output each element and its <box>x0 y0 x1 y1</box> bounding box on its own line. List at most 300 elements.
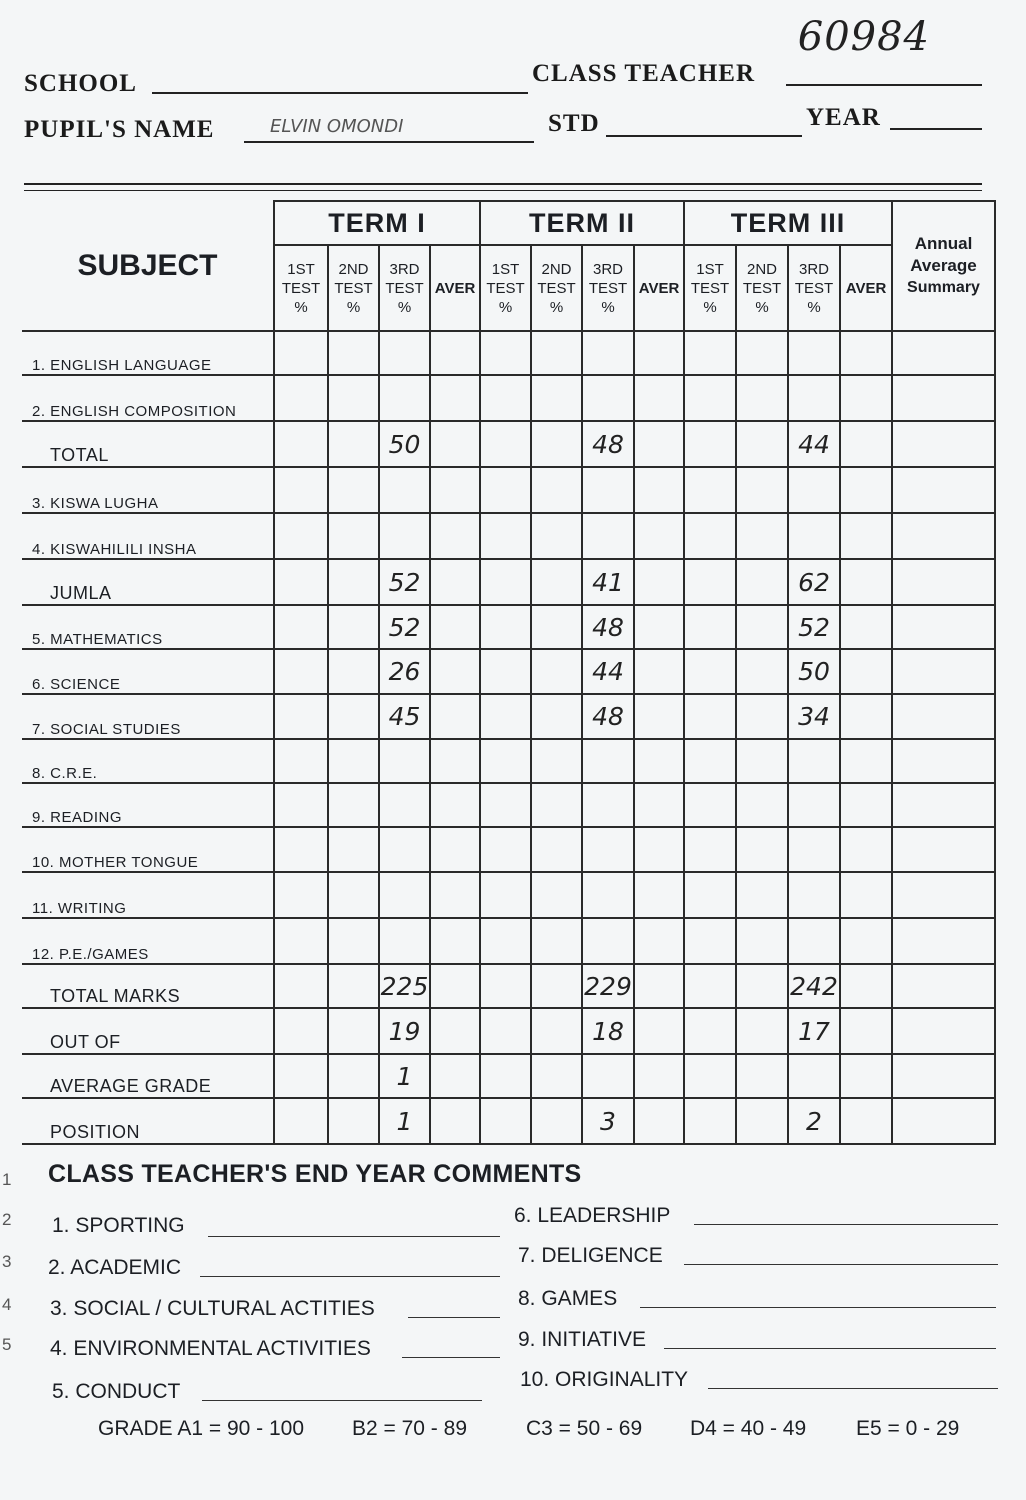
grade-cell[interactable] <box>328 513 379 559</box>
comment-label-leadership: 6. LEADERSHIP <box>514 1204 671 1227</box>
grade-cell[interactable] <box>531 467 582 513</box>
annual-summary-cell[interactable] <box>892 872 995 918</box>
subject-label: JUMLA <box>22 559 274 605</box>
grade-cell[interactable] <box>684 649 736 694</box>
grade-cell[interactable] <box>531 964 582 1008</box>
grade-cell[interactable] <box>274 694 328 739</box>
grade-cell[interactable] <box>328 559 379 605</box>
grade-cell[interactable] <box>430 964 480 1008</box>
grade-cell[interactable] <box>531 827 582 872</box>
grade-cell[interactable] <box>430 1008 480 1054</box>
annual-summary-cell[interactable] <box>892 827 995 872</box>
grade-cell[interactable] <box>788 375 840 421</box>
grade-cell[interactable] <box>328 694 379 739</box>
grade-cell[interactable]: 19 <box>379 1008 430 1054</box>
annual-summary-cell[interactable] <box>892 331 995 375</box>
grade-cell[interactable] <box>379 739 430 783</box>
grade-cell[interactable] <box>634 1054 684 1098</box>
grade-cell[interactable] <box>274 649 328 694</box>
grade-cell[interactable] <box>430 605 480 649</box>
grade-cell[interactable] <box>634 605 684 649</box>
grade-cell[interactable] <box>788 1054 840 1098</box>
grade-cell[interactable]: 1 <box>379 1054 430 1098</box>
table-row <box>22 827 995 872</box>
grade-cell[interactable] <box>736 918 788 964</box>
grade-cell[interactable] <box>430 783 480 827</box>
grade-cell[interactable]: 44 <box>582 649 634 694</box>
grade-cell[interactable] <box>736 467 788 513</box>
grade-cell[interactable] <box>788 513 840 559</box>
grade-cell[interactable] <box>480 694 531 739</box>
grade-cell[interactable]: 48 <box>582 605 634 649</box>
grade-cell[interactable] <box>328 375 379 421</box>
margin-number: 1 <box>2 1170 12 1189</box>
table-row <box>22 1098 995 1144</box>
grade-cell[interactable] <box>736 605 788 649</box>
grade-cell[interactable]: 48 <box>582 694 634 739</box>
grade-cell[interactable] <box>684 739 736 783</box>
comment-field-social[interactable] <box>408 1317 500 1318</box>
grade-cell[interactable] <box>274 605 328 649</box>
annual-summary-cell[interactable] <box>892 739 995 783</box>
comment-field-conduct[interactable] <box>202 1400 482 1401</box>
grade-cell[interactable] <box>684 331 736 375</box>
annual-summary-cell[interactable] <box>892 918 995 964</box>
table-row <box>22 694 995 739</box>
subject-label: POSITION <box>22 1098 274 1144</box>
grade-cell[interactable] <box>430 649 480 694</box>
grade-cell[interactable] <box>480 1098 531 1144</box>
grade-cell[interactable] <box>582 331 634 375</box>
grade-cell[interactable] <box>274 467 328 513</box>
grade-cell[interactable] <box>430 1054 480 1098</box>
grade-cell[interactable] <box>430 694 480 739</box>
grade-cell[interactable] <box>328 421 379 467</box>
grade-cell[interactable] <box>634 918 684 964</box>
annual-summary-cell[interactable] <box>892 605 995 649</box>
grade-cell[interactable] <box>274 1008 328 1054</box>
grade-key-b2: B2 = 70 - 89 <box>352 1417 467 1440</box>
annual-summary-cell[interactable] <box>892 649 995 694</box>
grade-cell[interactable] <box>379 783 430 827</box>
margin-number: 5 <box>2 1335 12 1354</box>
grade-cell[interactable]: 50 <box>788 649 840 694</box>
grade-cell[interactable] <box>274 964 328 1008</box>
grade-cell[interactable] <box>480 375 531 421</box>
grade-cell[interactable] <box>480 513 531 559</box>
grade-cell[interactable] <box>684 827 736 872</box>
year-field[interactable] <box>890 128 982 130</box>
subject-label: 6. SCIENCE <box>22 649 274 694</box>
grade-cell[interactable]: 18 <box>582 1008 634 1054</box>
comment-field-deligence[interactable] <box>684 1264 998 1265</box>
grade-cell[interactable]: 41 <box>582 559 634 605</box>
grade-cell[interactable] <box>328 467 379 513</box>
grade-cell[interactable] <box>480 331 531 375</box>
grade-cell[interactable] <box>736 872 788 918</box>
grade-cell[interactable] <box>480 827 531 872</box>
term2-aver-header: AVER <box>634 245 684 331</box>
grade-cell[interactable] <box>379 331 430 375</box>
grade-cell[interactable] <box>430 331 480 375</box>
grade-cell[interactable] <box>634 739 684 783</box>
grade-cell[interactable] <box>684 1098 736 1144</box>
grade-cell[interactable]: 52 <box>788 605 840 649</box>
grade-cell[interactable] <box>840 421 892 467</box>
grade-cell[interactable] <box>274 783 328 827</box>
grade-cell[interactable] <box>379 918 430 964</box>
grade-cell[interactable] <box>788 872 840 918</box>
grade-cell[interactable] <box>531 872 582 918</box>
grade-cell[interactable] <box>634 694 684 739</box>
grade-cell[interactable] <box>274 421 328 467</box>
std-label: STD <box>548 110 600 137</box>
grade-cell[interactable] <box>328 827 379 872</box>
table-row <box>22 1054 995 1098</box>
grade-cell[interactable]: 17 <box>788 1008 840 1054</box>
grade-cell[interactable] <box>684 783 736 827</box>
grade-cell[interactable] <box>328 964 379 1008</box>
grade-cell[interactable]: 34 <box>788 694 840 739</box>
grade-cell[interactable] <box>736 1008 788 1054</box>
grade-cell[interactable] <box>634 331 684 375</box>
grade-cell[interactable] <box>328 739 379 783</box>
table-row <box>22 559 995 605</box>
grade-cell[interactable] <box>736 421 788 467</box>
grade-cell[interactable] <box>531 605 582 649</box>
table-row <box>22 467 995 513</box>
grade-cell[interactable] <box>582 467 634 513</box>
grade-cell[interactable] <box>684 1008 736 1054</box>
term-2-header: TERM II <box>480 201 684 245</box>
grade-cell[interactable] <box>274 559 328 605</box>
grade-cell[interactable] <box>531 918 582 964</box>
comment-label-environmental: 4. ENVIRONMENTAL ACTIVITIES <box>50 1337 371 1360</box>
grade-cell[interactable] <box>480 649 531 694</box>
grade-cell[interactable]: 242 <box>788 964 840 1008</box>
grade-cell[interactable] <box>480 783 531 827</box>
grade-cell[interactable] <box>582 783 634 827</box>
grade-cell[interactable] <box>840 331 892 375</box>
grade-cell[interactable] <box>840 739 892 783</box>
grade-cell[interactable] <box>274 827 328 872</box>
grade-cell[interactable] <box>582 375 634 421</box>
comment-field-sporting[interactable] <box>208 1236 500 1237</box>
grade-cell[interactable] <box>788 918 840 964</box>
grade-cell[interactable]: 2 <box>788 1098 840 1144</box>
grade-cell[interactable] <box>430 467 480 513</box>
grade-cell[interactable] <box>379 872 430 918</box>
grade-cell[interactable] <box>430 421 480 467</box>
grade-cell[interactable] <box>480 918 531 964</box>
grade-cell[interactable] <box>788 331 840 375</box>
grade-cell[interactable] <box>788 783 840 827</box>
subject-label: 4. KISWAHILILI INSHA <box>22 513 274 559</box>
grade-cell[interactable] <box>634 421 684 467</box>
grade-cell[interactable] <box>840 827 892 872</box>
term1-aver-header: AVER <box>430 245 480 331</box>
grade-cell[interactable] <box>480 421 531 467</box>
grade-key-c3: C3 = 50 - 69 <box>526 1417 643 1440</box>
comment-label-originality: 10. ORIGINALITY <box>520 1368 689 1391</box>
grade-cell[interactable] <box>274 1098 328 1144</box>
term1-test1-header: 1ST TEST % <box>274 245 328 331</box>
grade-cell[interactable]: 45 <box>379 694 430 739</box>
grade-cell[interactable] <box>840 467 892 513</box>
table-row <box>22 605 995 649</box>
grade-cell[interactable] <box>582 872 634 918</box>
grade-cell[interactable] <box>634 827 684 872</box>
grade-cell[interactable] <box>840 375 892 421</box>
grade-cell[interactable] <box>840 605 892 649</box>
term3-test2-header: 2ND TEST % <box>736 245 788 331</box>
annual-summary-cell[interactable] <box>892 964 995 1008</box>
grade-cell[interactable]: 52 <box>379 605 430 649</box>
grade-cell[interactable] <box>582 1054 634 1098</box>
grade-cell[interactable] <box>480 1008 531 1054</box>
grade-cell[interactable] <box>328 1098 379 1144</box>
grade-cell[interactable] <box>736 1098 788 1144</box>
grade-cell[interactable] <box>788 739 840 783</box>
grade-cell[interactable] <box>684 964 736 1008</box>
table-row <box>22 964 995 1008</box>
table-row <box>22 421 995 467</box>
comment-field-academic[interactable] <box>200 1276 500 1277</box>
grade-cell[interactable] <box>480 739 531 783</box>
pupil-name-field[interactable] <box>244 141 534 143</box>
annual-summary-cell[interactable] <box>892 783 995 827</box>
annual-summary-cell[interactable] <box>892 421 995 467</box>
table-row <box>22 649 995 694</box>
grade-cell[interactable] <box>531 375 582 421</box>
subject-label: TOTAL MARKS <box>22 964 274 1008</box>
grade-cell[interactable] <box>684 375 736 421</box>
grade-cell[interactable] <box>788 467 840 513</box>
grade-cell[interactable] <box>634 375 684 421</box>
grade-cell[interactable] <box>840 964 892 1008</box>
grade-cell[interactable] <box>582 918 634 964</box>
grade-cell[interactable] <box>274 513 328 559</box>
table-row <box>22 739 995 783</box>
grade-cell[interactable] <box>430 827 480 872</box>
grade-cell[interactable] <box>634 559 684 605</box>
subject-label: 5. MATHEMATICS <box>22 605 274 649</box>
grade-cell[interactable] <box>684 513 736 559</box>
grade-cell[interactable] <box>274 331 328 375</box>
grade-cell[interactable] <box>840 872 892 918</box>
term-1-header: TERM I <box>274 201 480 245</box>
grade-cell[interactable] <box>840 513 892 559</box>
grade-cell[interactable] <box>684 421 736 467</box>
grade-cell[interactable] <box>480 872 531 918</box>
grade-cell[interactable] <box>736 649 788 694</box>
grade-cell[interactable] <box>328 331 379 375</box>
annual-summary-cell[interactable] <box>892 1008 995 1054</box>
grade-cell[interactable]: 50 <box>379 421 430 467</box>
grade-cell[interactable] <box>430 739 480 783</box>
grade-cell[interactable] <box>531 559 582 605</box>
grade-cell[interactable] <box>531 694 582 739</box>
grade-cell[interactable] <box>274 1054 328 1098</box>
grade-cell[interactable] <box>684 694 736 739</box>
annual-summary-cell[interactable] <box>892 513 995 559</box>
annual-summary-cell[interactable] <box>892 375 995 421</box>
std-field[interactable] <box>606 135 802 137</box>
grade-cell[interactable]: 1 <box>379 1098 430 1144</box>
grade-cell[interactable] <box>634 783 684 827</box>
grade-key-e5: E5 = 0 - 29 <box>856 1417 960 1440</box>
grade-cell[interactable] <box>736 827 788 872</box>
grade-cell[interactable] <box>274 918 328 964</box>
grade-cell[interactable] <box>582 827 634 872</box>
grade-cell[interactable] <box>430 918 480 964</box>
grade-cell[interactable] <box>328 918 379 964</box>
grade-cell[interactable]: 62 <box>788 559 840 605</box>
grade-cell[interactable]: 26 <box>379 649 430 694</box>
margin-number: 4 <box>2 1295 12 1314</box>
grade-cell[interactable] <box>430 872 480 918</box>
grade-cell[interactable] <box>634 1098 684 1144</box>
grade-key-d4: D4 = 40 - 49 <box>690 1417 807 1440</box>
grade-cell[interactable] <box>531 649 582 694</box>
grade-cell[interactable] <box>531 783 582 827</box>
grade-cell[interactable] <box>328 1008 379 1054</box>
annual-summary-cell[interactable] <box>892 467 995 513</box>
grade-cell[interactable]: 44 <box>788 421 840 467</box>
table-row <box>22 918 995 964</box>
grade-cell[interactable] <box>840 1054 892 1098</box>
grade-cell[interactable] <box>684 605 736 649</box>
subject-label: 12. P.E./GAMES <box>22 918 274 964</box>
grade-cell[interactable] <box>480 559 531 605</box>
grade-cell[interactable]: 3 <box>582 1098 634 1144</box>
grade-cell[interactable] <box>531 1054 582 1098</box>
term2-test1-header: 1ST TEST % <box>480 245 531 331</box>
grade-cell[interactable] <box>736 1054 788 1098</box>
grade-cell[interactable] <box>634 964 684 1008</box>
grade-cell[interactable] <box>430 375 480 421</box>
grade-cell[interactable] <box>430 559 480 605</box>
grade-cell[interactable]: 229 <box>582 964 634 1008</box>
grade-cell[interactable] <box>531 739 582 783</box>
school-field[interactable] <box>152 92 528 94</box>
grade-cell[interactable] <box>328 872 379 918</box>
term-3-header: TERM III <box>684 201 892 245</box>
grade-cell[interactable] <box>840 649 892 694</box>
annual-summary-cell[interactable] <box>892 694 995 739</box>
year-label: YEAR <box>806 104 881 131</box>
school-label: SCHOOL <box>24 70 137 97</box>
grade-cell[interactable] <box>480 964 531 1008</box>
grade-cell[interactable] <box>684 872 736 918</box>
comment-label-initiative: 9. INITIATIVE <box>518 1328 646 1351</box>
subject-label: AVERAGE GRADE <box>22 1054 274 1098</box>
table-row <box>22 331 995 375</box>
comment-field-environmental[interactable] <box>402 1357 500 1358</box>
grade-cell[interactable]: 225 <box>379 964 430 1008</box>
pupil-name-value: ELVIN OMONDI <box>270 116 404 137</box>
grade-cell[interactable] <box>684 559 736 605</box>
grade-cell[interactable] <box>480 1054 531 1098</box>
grade-cell[interactable] <box>531 1008 582 1054</box>
grade-cell[interactable] <box>531 513 582 559</box>
grade-cell[interactable] <box>840 918 892 964</box>
grade-cell[interactable] <box>328 783 379 827</box>
class-teacher-field[interactable] <box>786 84 982 86</box>
grade-cell[interactable] <box>274 375 328 421</box>
grade-cell[interactable] <box>684 918 736 964</box>
grade-cell[interactable] <box>736 739 788 783</box>
grade-cell[interactable] <box>480 467 531 513</box>
comment-field-leadership[interactable] <box>694 1224 998 1225</box>
grade-cell[interactable] <box>582 513 634 559</box>
grade-cell[interactable] <box>328 649 379 694</box>
grade-cell[interactable] <box>634 649 684 694</box>
comment-label-social: 3. SOCIAL / CULTURAL ACTITIES <box>50 1297 375 1320</box>
grade-cell[interactable] <box>736 375 788 421</box>
grade-cell[interactable] <box>634 1008 684 1054</box>
comment-field-initiative[interactable] <box>664 1348 996 1349</box>
grade-cell[interactable] <box>634 513 684 559</box>
grade-cell[interactable] <box>840 783 892 827</box>
grade-cell[interactable] <box>379 827 430 872</box>
grade-cell[interactable]: 48 <box>582 421 634 467</box>
grade-cell[interactable] <box>379 375 430 421</box>
grade-cell[interactable] <box>736 331 788 375</box>
grade-cell[interactable] <box>840 694 892 739</box>
grade-cell[interactable] <box>274 739 328 783</box>
grade-cell[interactable] <box>379 467 430 513</box>
comment-label-games: 8. GAMES <box>518 1287 618 1310</box>
grade-cell[interactable] <box>328 1054 379 1098</box>
grade-cell[interactable] <box>531 331 582 375</box>
grade-cell[interactable] <box>531 1098 582 1144</box>
table-row <box>22 872 995 918</box>
grade-cell[interactable] <box>736 694 788 739</box>
grade-cell[interactable] <box>736 964 788 1008</box>
grade-cell[interactable] <box>840 559 892 605</box>
grade-cell[interactable] <box>736 559 788 605</box>
comment-label-conduct: 5. CONDUCT <box>52 1380 181 1403</box>
grade-cell[interactable] <box>634 872 684 918</box>
comment-field-games[interactable] <box>640 1307 996 1308</box>
grade-cell[interactable] <box>684 1054 736 1098</box>
grade-cell[interactable] <box>531 421 582 467</box>
annual-summary-cell[interactable] <box>892 559 995 605</box>
grade-cell[interactable] <box>684 467 736 513</box>
grade-key-a1: GRADE A1 = 90 - 100 <box>98 1417 305 1440</box>
comment-field-originality[interactable] <box>708 1388 998 1389</box>
grades-table <box>22 200 996 1145</box>
grade-cell[interactable] <box>379 513 430 559</box>
grade-cell[interactable] <box>328 605 379 649</box>
grade-cell[interactable] <box>582 739 634 783</box>
grade-cell[interactable] <box>274 872 328 918</box>
annual-summary-cell[interactable] <box>892 1054 995 1098</box>
grade-cell[interactable] <box>840 1008 892 1054</box>
grade-cell[interactable]: 52 <box>379 559 430 605</box>
grade-cell[interactable] <box>430 513 480 559</box>
grade-cell[interactable] <box>430 1098 480 1144</box>
grade-cell[interactable] <box>480 605 531 649</box>
grade-cell[interactable] <box>840 1098 892 1144</box>
grade-cell[interactable] <box>736 783 788 827</box>
grade-cell[interactable] <box>736 513 788 559</box>
grade-cell[interactable] <box>634 467 684 513</box>
comment-label-deligence: 7. DELIGENCE <box>518 1244 663 1267</box>
grade-cell[interactable] <box>788 827 840 872</box>
annual-summary-cell[interactable] <box>892 1098 995 1144</box>
